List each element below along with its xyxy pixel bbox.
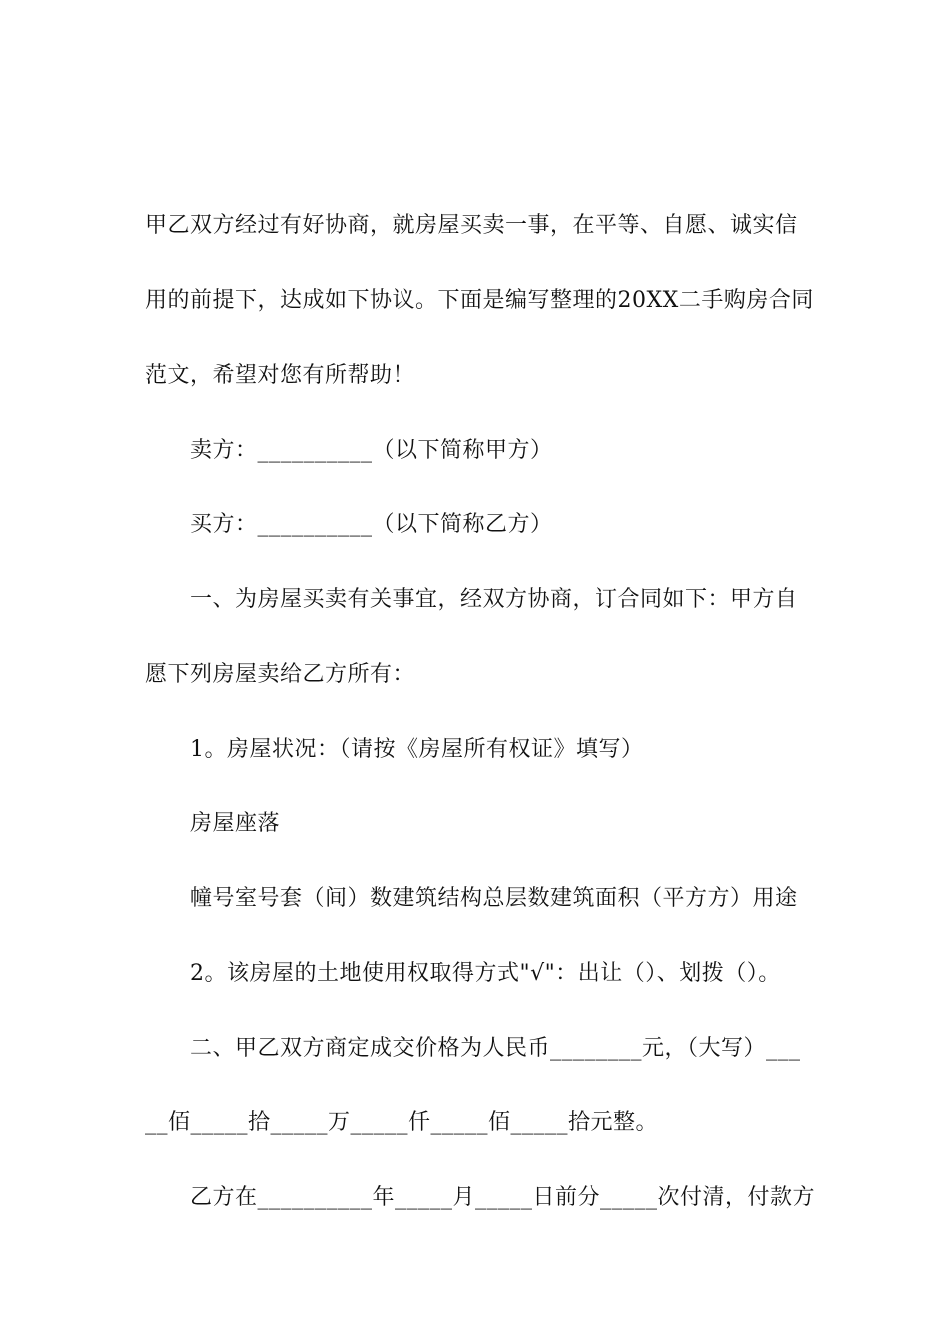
clause-1-line-2: 愿下列房屋卖给乙方所有： xyxy=(145,662,416,687)
paragraph-intro-line-3: 范文，希望对您有所帮助！ xyxy=(145,363,416,388)
house-status-line: 1。房屋状况：（请按《房屋所有权证》填写） xyxy=(190,737,644,762)
house-location-line: 房屋座落 xyxy=(190,811,281,836)
paragraph-intro-line-2: 用的前提下，达成如下协议。下面是编写整理的20XX二手购房合同 xyxy=(145,288,814,313)
buyer-line: 买方：__________（以下简称乙方） xyxy=(190,512,553,537)
clause-1-line-1: 一、为房屋买卖有关事宜，经双方协商，订合同如下：甲方自 xyxy=(190,587,798,612)
payment-line: 乙方在__________年_____月_____日前分_____次付清，付款方 xyxy=(190,1185,816,1210)
land-use-line: 2。该房屋的土地使用权取得方式"√"：出让（）、划拨（）。 xyxy=(190,961,781,986)
clause-2-line-2: __佰_____拾_____万_____仟_____佰_____拾元整。 xyxy=(145,1110,659,1135)
house-details-line: 幢号室号套（间）数建筑结构总层数建筑面积（平方方）用途 xyxy=(190,886,798,911)
seller-line: 卖方：__________（以下简称甲方） xyxy=(190,438,553,463)
paragraph-intro-line-1: 甲乙双方经过有好协商，就房屋买卖一事，在平等、自愿、诚实信 xyxy=(145,213,798,238)
clause-2-line-1: 二、甲乙双方商定成交价格为人民币________元，（大写）___ xyxy=(190,1036,801,1061)
